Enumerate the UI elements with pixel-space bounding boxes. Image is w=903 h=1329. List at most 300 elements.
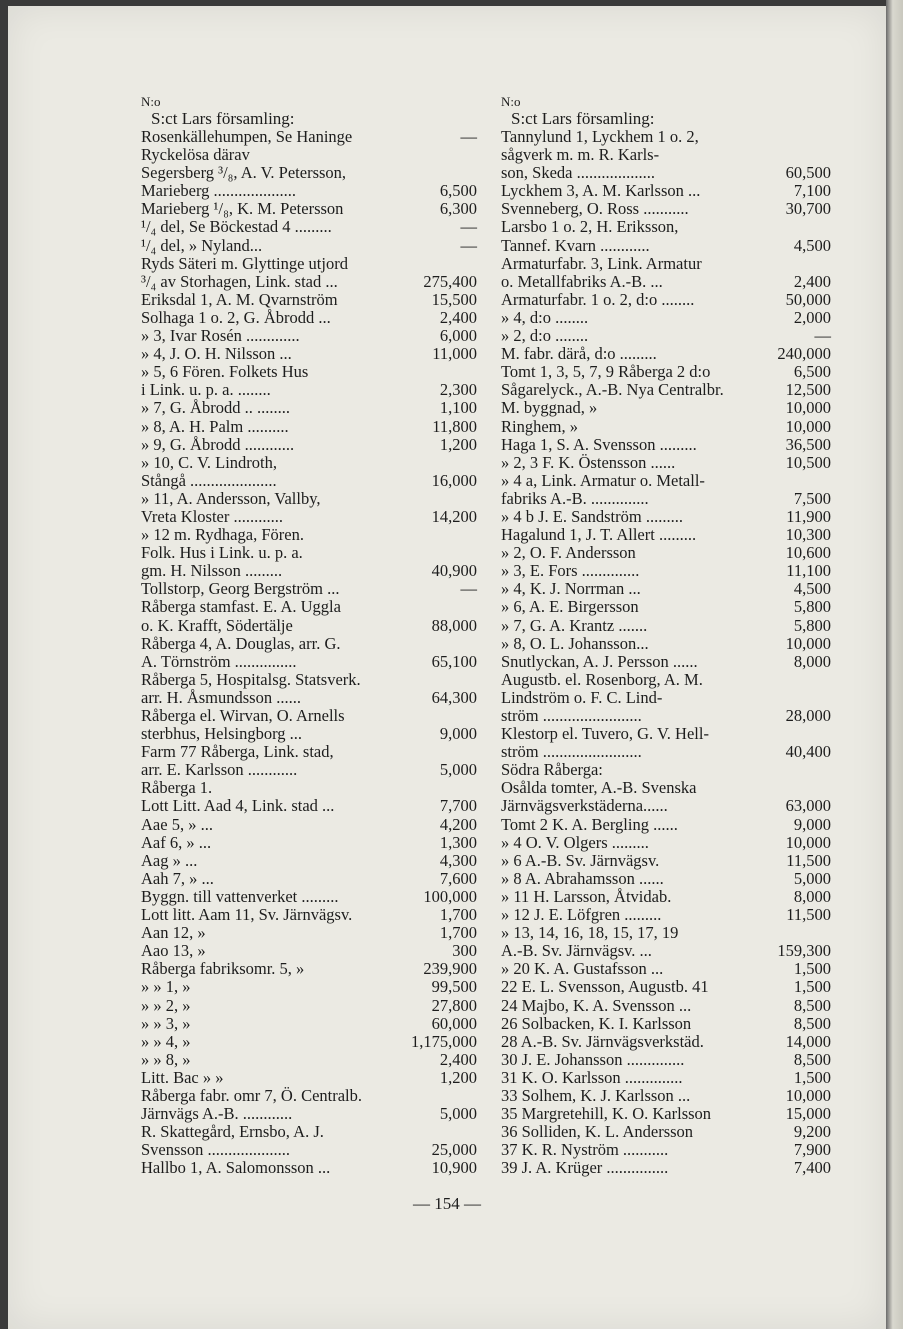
entry-text: » 4, d:o ........: [501, 308, 589, 327]
ledger-row: [141, 146, 477, 164]
entry-value: 6,300: [439, 199, 477, 219]
entry-value: [409, 255, 477, 273]
entry-value: 40,400: [785, 742, 831, 762]
entry-value: 10,500: [785, 452, 831, 472]
entry-text: » » 1, »: [141, 978, 191, 997]
entry-value: 6,000: [439, 326, 477, 346]
ledger-row: [141, 418, 477, 436]
entry-value: 275,400: [423, 271, 477, 291]
ledger-row: [501, 598, 831, 616]
number-label: N:o: [141, 94, 161, 109]
entry-text: sterbhus, Helsingborg ...: [141, 725, 303, 744]
entry-value: 10,000: [785, 416, 831, 436]
entry-value: 1,100: [439, 398, 477, 418]
ledger-row: [141, 997, 477, 1015]
ledger-row: [141, 617, 477, 635]
entry-value: 10,300: [785, 525, 831, 545]
ledger-row: [141, 309, 477, 327]
entry-text: fabriks A.-B. ..............: [501, 489, 649, 508]
entry-value: [409, 671, 477, 689]
entry-value: [409, 363, 477, 381]
left-column: [141, 94, 477, 1177]
entry-text: » 6, A. E. Birgersson: [501, 598, 639, 617]
entry-value: 50,000: [785, 289, 831, 309]
entry-value: 1,700: [439, 905, 477, 925]
entry-text: Hagalund 1, J. T. Allert .........: [501, 526, 697, 545]
entry-text: 37 K. R. Nyström ...........: [501, 1141, 669, 1160]
ledger-row: [141, 598, 477, 616]
ledger-row: [501, 418, 831, 436]
entry-value: [755, 924, 831, 942]
entry-text: » 2, d:o ........: [501, 327, 589, 346]
ledger-row: [141, 689, 477, 707]
entry-value: 7,500: [793, 488, 831, 508]
entry-text: Aah 7, » ...: [141, 869, 214, 888]
entry-text: Stångå .....................: [141, 471, 277, 490]
ledger-row: [501, 562, 831, 580]
entry-text: Aan 12, »: [141, 924, 206, 943]
entry-text: Segersberg ³/₈, A. V. Petersson,: [141, 164, 347, 183]
ledger-row: [141, 653, 477, 671]
ledger-row: [141, 1141, 477, 1159]
ledger-row: [141, 200, 477, 218]
entry-value: [755, 255, 831, 273]
ledger-row: [501, 960, 831, 978]
entry-text: Järnvägsverkstäderna......: [501, 797, 668, 816]
entry-value: 9,000: [439, 724, 477, 744]
ledger-row: [141, 327, 477, 345]
ledger-row: [141, 816, 477, 834]
entry-value: 10,000: [785, 1085, 831, 1105]
ledger-row: [501, 1069, 831, 1087]
ledger-row: [501, 978, 831, 996]
entry-text: » 11, A. Andersson, Vallby,: [141, 489, 321, 508]
entry-text: ström ........................: [501, 707, 642, 725]
entry-value: 28,000: [785, 706, 831, 725]
entry-value: 5,800: [793, 597, 831, 617]
entry-text: Larsbo 1 o. 2, H. Eriksson,: [501, 218, 679, 237]
entry-text: Byggn. till vattenverket .........: [141, 887, 339, 906]
ledger-row: [141, 273, 477, 291]
entry-text: Armaturfabr. 3, Link. Armatur: [501, 254, 702, 273]
entry-value: 1,175,000: [411, 1031, 477, 1051]
entry-text: Tannef. Kvarn ............: [501, 236, 650, 255]
ledger-row: [501, 490, 831, 508]
entry-value: [755, 671, 831, 689]
entry-text: ström ........................: [501, 743, 642, 762]
ledger-row: [141, 128, 477, 146]
entry-text: 35 Margretehill, K. O. Karlsson: [501, 1105, 712, 1124]
entry-text: 33 Solhem, K. J. Karlsson ...: [501, 1086, 691, 1105]
entry-value: 15,500: [431, 289, 477, 309]
entry-value: —: [460, 127, 477, 146]
entry-value: 5,000: [439, 760, 477, 780]
entry-value: 1,300: [439, 832, 477, 852]
ledger-row: [501, 653, 831, 671]
entry-text: M. fabr. därå, d:o .........: [501, 345, 657, 364]
entry-text: Vreta Kloster ............: [141, 507, 283, 526]
ledger-row: [141, 852, 477, 870]
ledger-row: [141, 182, 477, 200]
entry-text: » 6 A.-B. Sv. Järnvägsv.: [501, 851, 660, 870]
ledger-row: [141, 472, 477, 490]
entry-value: [409, 1087, 477, 1105]
entry-value: 11,100: [786, 561, 831, 581]
entry-value: [409, 598, 477, 616]
entry-text: » 3, Ivar Rosén .............: [141, 327, 300, 346]
entry-text: Aao 13, »: [141, 942, 206, 961]
ledger-row: [141, 544, 477, 562]
entry-text: Råberga fabriksomr. 5, »: [141, 960, 305, 979]
entry-text: Lott litt. Aam 11, Sv. Järnvägsv.: [141, 906, 353, 925]
entry-value: [409, 544, 477, 562]
entry-text: Ryckelösa därav: [141, 146, 250, 165]
ledger-row: [501, 544, 831, 562]
entry-value: [755, 725, 831, 743]
entry-value: [755, 218, 831, 236]
ledger-row: [141, 725, 477, 743]
ledger-row: [141, 924, 477, 942]
ledger-row: [501, 1087, 831, 1105]
entry-text: A.-B. Sv. Järnvägsv. ...: [501, 942, 652, 961]
entry-text: ³/₄ av Storhagen, Link. stad ...: [141, 272, 338, 291]
ledger-row: [141, 454, 477, 472]
entry-value: —: [814, 326, 831, 346]
entry-text: » 3, E. Fors ..............: [501, 562, 640, 581]
ledger-row: [141, 1159, 477, 1177]
ledger-row: [141, 508, 477, 526]
entry-value: [755, 779, 831, 797]
entry-value: 5,000: [439, 1104, 477, 1124]
right-entries: [501, 128, 831, 1177]
entry-text: » 8, A. H. Palm ..........: [141, 417, 289, 436]
entry-value: 14,200: [431, 506, 477, 526]
page-number: — 154 —: [413, 1194, 481, 1213]
entry-text: Råberga stamfast. E. A. Uggla: [141, 598, 341, 617]
ledger-row: [501, 327, 831, 345]
ledger-row: [141, 978, 477, 996]
entry-text: Råberga 5, Hospitalsg. Statsverk.: [141, 670, 361, 689]
entry-value: 2,400: [793, 271, 831, 291]
entry-value: 10,900: [431, 1158, 477, 1178]
entry-value: 7,600: [439, 868, 477, 888]
entry-text: arr. E. Karlsson ............: [141, 761, 298, 780]
book-spine-edge: [886, 0, 903, 1329]
entry-text: 36 Solliden, K. L. Andersson: [501, 1123, 694, 1142]
entry-value: —: [460, 235, 477, 255]
ledger-row: [501, 218, 831, 236]
entry-text: Lindström o. F. C. Lind-: [501, 688, 663, 707]
ledger-row: [501, 200, 831, 218]
ledger-row: [501, 689, 831, 707]
entry-text: Rosenkällehumpen, Se Haninge: [141, 128, 353, 146]
entry-value: 9,200: [793, 1122, 831, 1142]
entry-value: 11,800: [432, 416, 477, 436]
entry-text: M. byggnad, »: [501, 399, 598, 418]
entry-value: [755, 761, 831, 779]
entry-value: 7,100: [793, 181, 831, 201]
entry-text: » 4 a, Link. Armatur o. Metall-: [501, 471, 705, 490]
ledger-row: [141, 1123, 477, 1141]
ledger-row: [501, 381, 831, 399]
entry-value: 11,900: [786, 506, 831, 526]
ledger-row: [501, 345, 831, 363]
ledger-row: [141, 345, 477, 363]
ledger-row: [141, 906, 477, 924]
entry-value: [409, 454, 477, 472]
entry-text: » 4, K. J. Norrman ...: [501, 580, 641, 599]
left-entries: [141, 128, 477, 1177]
entry-value: 159,300: [777, 941, 831, 961]
entry-text: Eriksdal 1, A. M. Qvarnström: [141, 290, 338, 309]
entry-value: 8,500: [793, 1049, 831, 1069]
ledger-row: [501, 454, 831, 472]
entry-value: 1,500: [793, 959, 831, 979]
ledger-row: [141, 779, 477, 797]
entry-text: 39 J. A. Krüger ...............: [501, 1159, 669, 1178]
ledger-row: [501, 255, 831, 273]
entry-value: [409, 490, 477, 508]
entry-text: sågverk m. m. R. Karls-: [501, 146, 660, 165]
entry-text: » 5, 6 Fören. Folkets Hus: [141, 363, 309, 382]
ledger-row: [141, 1033, 477, 1051]
ledger-row: [141, 255, 477, 273]
entry-text: 24 Majbo, K. A. Svensson ...: [501, 996, 692, 1015]
ledger-row: [501, 924, 831, 942]
entry-text: i Link. u. p. a. ........: [141, 381, 271, 400]
entry-text: Tollstorp, Georg Bergström ...: [141, 580, 340, 599]
ledger-row: [141, 743, 477, 761]
entry-value: 11,500: [786, 850, 831, 870]
book-page: [8, 6, 886, 1329]
ledger-row: [141, 1087, 477, 1105]
entry-value: 10,000: [785, 398, 831, 418]
entry-text: Lyckhem 3, A. M. Karlsson ...: [501, 182, 701, 201]
ledger-row: [141, 381, 477, 399]
ledger-row: [141, 888, 477, 906]
ledger-row: [141, 960, 477, 978]
ledger-row: [501, 743, 831, 761]
entry-value: 11,000: [432, 344, 477, 364]
entry-text: R. Skattegård, Ernsbo, A. J.: [141, 1123, 324, 1142]
entry-value: 10,000: [785, 832, 831, 852]
ledger-row: [501, 1123, 831, 1141]
entry-value: 8,000: [793, 886, 831, 906]
entry-text: Svensson ....................: [141, 1141, 290, 1160]
entry-value: 100,000: [423, 886, 477, 906]
entry-value: 4,500: [793, 579, 831, 599]
entry-value: 239,900: [423, 959, 477, 979]
entry-value: 2,400: [439, 307, 477, 327]
ledger-row: [501, 779, 831, 797]
entry-text: Augustb. el. Rosenborg, A. M.: [501, 670, 703, 689]
entry-text: Folk. Hus i Link. u. p. a.: [141, 544, 303, 563]
ledger-row: [141, 834, 477, 852]
entry-value: 8,000: [793, 651, 831, 671]
entry-value: [755, 689, 831, 707]
ledger-row: [141, 797, 477, 815]
ledger-row: [141, 562, 477, 580]
entry-text: Armaturfabr. 1 o. 2, d:o ........: [501, 290, 695, 309]
entry-text: Marieberg ¹/₈, K. M. Petersson: [141, 200, 344, 219]
entry-value: [755, 128, 831, 146]
entry-value: [409, 164, 477, 182]
entry-value: [409, 526, 477, 544]
ledger-row: [501, 942, 831, 960]
entry-value: [409, 635, 477, 653]
entry-value: 1,200: [439, 434, 477, 454]
entry-value: 1,500: [793, 1067, 831, 1087]
ledger-row: [501, 1033, 831, 1051]
entry-value: 8,500: [793, 995, 831, 1015]
ledger-row: [141, 707, 477, 725]
ledger-row: [501, 182, 831, 200]
entry-text: gm. H. Nilsson .........: [141, 562, 283, 581]
entry-text: » » 3, »: [141, 1014, 191, 1033]
entry-text: » 8, O. L. Johansson...: [501, 634, 649, 653]
entry-text: » » 2, »: [141, 996, 191, 1015]
entry-text: Haga 1, S. A. Svensson .........: [501, 435, 697, 454]
entry-value: 15,000: [785, 1104, 831, 1124]
ledger-row: [141, 671, 477, 689]
ledger-row: [501, 997, 831, 1015]
entry-value: —: [460, 579, 477, 599]
ledger-row: [141, 526, 477, 544]
entry-value: 300: [452, 941, 477, 961]
entry-text: Tannylund 1, Lyckhem 1 o. 2,: [501, 128, 699, 146]
entry-text: Tomt 2 K. A. Bergling ......: [501, 815, 678, 834]
entry-text: Råberga 1.: [141, 779, 213, 798]
entry-value: 8,500: [793, 1013, 831, 1033]
entry-text: » 2, 3 F. K. Östensson ......: [501, 453, 676, 472]
ledger-row: [501, 1051, 831, 1069]
ledger-row: [141, 399, 477, 417]
entry-text: » 8 A. Abrahamsson ......: [501, 869, 664, 888]
ledger-row: [501, 363, 831, 381]
entry-text: Råberga el. Wirvan, O. Arnells: [141, 707, 345, 725]
entry-value: 14,000: [785, 1031, 831, 1051]
ledger-row: [501, 635, 831, 653]
entry-value: 7,700: [439, 796, 477, 816]
ledger-row: [501, 834, 831, 852]
entry-text: 30 J. E. Johansson ..............: [501, 1050, 685, 1069]
ledger-row: [501, 164, 831, 182]
ledger-row: [141, 942, 477, 960]
entry-text: Södra Råberga:: [501, 761, 603, 780]
entry-value: 65,100: [431, 651, 477, 671]
ledger-row: [501, 852, 831, 870]
entry-value: 12,500: [785, 380, 831, 400]
entry-text: Aae 5, » ...: [141, 815, 213, 834]
entry-value: [409, 707, 477, 725]
entry-text: Råberga fabr. omr 7, Ö. Centralb.: [141, 1086, 363, 1105]
entry-value: 1,200: [439, 1067, 477, 1087]
entry-value: 2,400: [439, 1049, 477, 1069]
entry-value: 27,800: [431, 995, 477, 1015]
entry-text: » 4, J. O. H. Nilsson ...: [141, 345, 292, 364]
ledger-row: [501, 580, 831, 598]
entry-value: [409, 743, 477, 761]
entry-text: Tomt 1, 3, 5, 7, 9 Råberga 2 d:o: [501, 363, 711, 382]
entry-value: —: [460, 217, 477, 237]
entry-text: ¹/₄ del, Se Böckestad 4 .........: [141, 218, 332, 237]
entry-text: » 2, O. F. Andersson: [501, 544, 636, 563]
entry-text: Hallbo 1, A. Salomonsson ...: [141, 1159, 331, 1178]
entry-value: 60,000: [431, 1013, 477, 1033]
ledger-row: [501, 1015, 831, 1033]
entry-text: son, Skeda ...................: [501, 164, 655, 183]
entry-text: Sågarelyck., A.-B. Nya Centralbr.: [501, 381, 724, 400]
ledger-row: [501, 870, 831, 888]
entry-value: 88,000: [431, 615, 477, 635]
entry-text: » 7, G. Åbrodd .. ........: [141, 399, 290, 418]
parish-heading: S:ct Lars församling:: [151, 109, 295, 128]
ledger-row: [501, 906, 831, 924]
ledger-row: [141, 436, 477, 454]
entry-text: » » 4, »: [141, 1032, 191, 1051]
entry-value: 10,600: [785, 543, 831, 563]
ledger-row: [141, 635, 477, 653]
entry-value: 99,500: [431, 977, 477, 997]
entry-value: 60,500: [785, 163, 831, 183]
ledger-row: [501, 725, 831, 743]
ledger-row: [141, 1105, 477, 1123]
entry-text: » 9, G. Åbrodd ............: [141, 435, 295, 454]
entry-value: 63,000: [785, 796, 831, 816]
ledger-row: [141, 218, 477, 236]
entry-value: 36,500: [785, 434, 831, 454]
entry-value: 5,800: [793, 615, 831, 635]
entry-text: » 12 m. Rydhaga, Fören.: [141, 526, 304, 545]
entry-value: 1,500: [793, 977, 831, 997]
ledger-row: [501, 816, 831, 834]
ledger-row: [501, 291, 831, 309]
entry-text: » » 8, »: [141, 1050, 191, 1069]
entry-text: » 20 K. A. Gustafsson ...: [501, 960, 664, 979]
entry-value: [409, 146, 477, 164]
right-column: [501, 94, 831, 1177]
entry-value: 4,200: [439, 814, 477, 834]
entry-value: 30,700: [785, 199, 831, 219]
ledger-row: [501, 761, 831, 779]
entry-value: 16,000: [431, 470, 477, 490]
ledger-row: [501, 309, 831, 327]
ledger-row: [141, 1051, 477, 1069]
entry-text: 26 Solbacken, K. I. Karlsson: [501, 1014, 692, 1033]
ledger-row: [501, 526, 831, 544]
ledger-row: [501, 128, 831, 146]
entry-text: » 13, 14, 16, 18, 15, 17, 19: [501, 924, 679, 943]
entry-value: [755, 146, 831, 164]
entry-text: Aaf 6, » ...: [141, 833, 212, 852]
ledger-row: [501, 888, 831, 906]
entry-value: 11,500: [786, 905, 831, 925]
entry-text: 28 A.-B. Sv. Järnvägsverkstäd.: [501, 1032, 704, 1051]
ledger-row: [501, 617, 831, 635]
ledger-row: [501, 1141, 831, 1159]
entry-text: » 4 O. V. Olgers .........: [501, 833, 649, 852]
parish-heading: S:ct Lars församling:: [511, 109, 655, 128]
entry-text: o. Metallfabriks A.-B. ...: [501, 272, 663, 291]
entry-value: 9,000: [793, 814, 831, 834]
entry-text: Klestorp el. Tuvero, G. V. Hell-: [501, 725, 709, 744]
entry-text: Marieberg ....................: [141, 182, 297, 201]
ledger-row: [141, 1069, 477, 1087]
ledger-row: [141, 291, 477, 309]
entry-text: Solhaga 1 o. 2, G. Åbrodd ...: [141, 308, 331, 327]
entry-text: Snutlyckan, A. J. Persson ......: [501, 652, 698, 671]
entry-value: 10,000: [785, 633, 831, 653]
